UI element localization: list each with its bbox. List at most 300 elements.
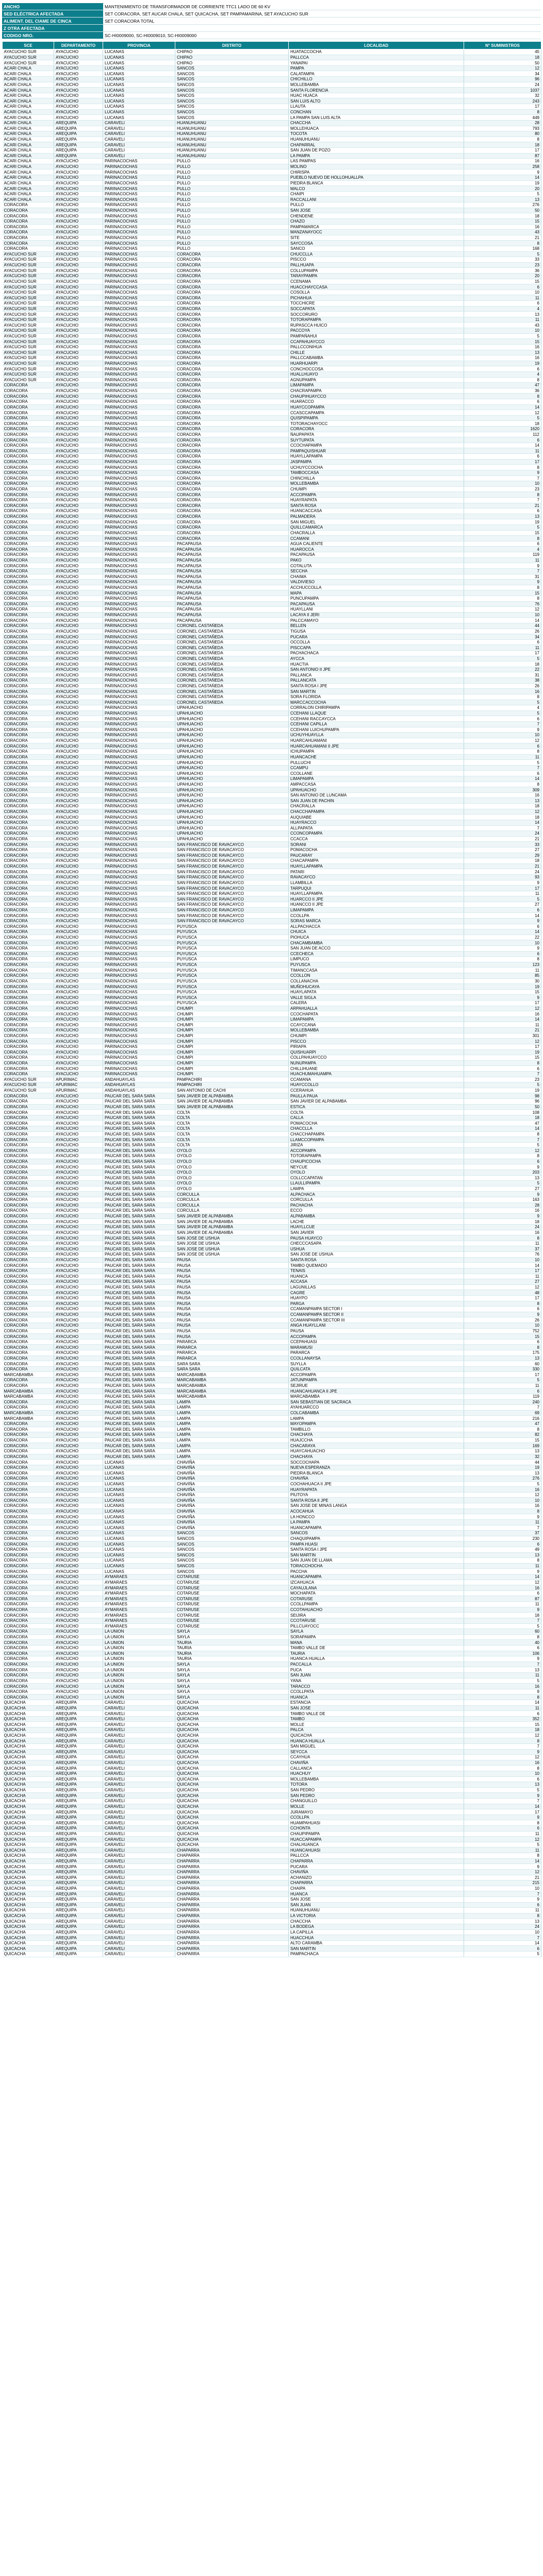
table-cell: CORACORA [3, 1126, 54, 1132]
table-cell: CORACORA [3, 1328, 54, 1334]
table-cell: 50 [464, 208, 541, 213]
table-cell: AYACUCHO [54, 1006, 103, 1011]
table-row [3, 727, 541, 733]
table-row [3, 705, 541, 711]
table-cell: CHAPARRA [175, 1896, 289, 1902]
table-cell: 4 [464, 705, 541, 711]
table-row [3, 1940, 541, 1946]
table-row [3, 590, 541, 596]
table-cell: ACARI CHALA [3, 147, 54, 153]
table-cell: COLTA [175, 1142, 289, 1148]
header-value [103, 25, 541, 32]
table-cell: CORACORA [3, 1536, 54, 1541]
table-cell: 19 [464, 361, 541, 366]
table-row [3, 1662, 541, 1667]
table-cell: CORACORA [3, 863, 54, 869]
table-cell: UPAHUACHO [175, 798, 289, 804]
table-cell: PAUCAR DEL SARA SARA [103, 1432, 175, 1438]
table-cell: PARINACOCHAS [103, 705, 175, 711]
table-cell: 7 [464, 476, 541, 481]
table-cell: AYACUCHO [54, 886, 103, 891]
table-cell: PAUCAR DEL SARA SARA [103, 1192, 175, 1197]
table-cell: PARINACOCHAS [103, 787, 175, 793]
table-cell: AYACUCHO [54, 202, 103, 208]
table-cell: AYACUCHO [54, 1585, 103, 1591]
table-cell: QUICACHA [3, 1793, 54, 1799]
table-cell: COTARUSE [175, 1574, 289, 1580]
table-cell: CORACORA [3, 1558, 54, 1564]
table-cell: CORACORA [175, 465, 289, 470]
table-cell: QUICACHA [289, 1733, 464, 1738]
table-cell: 9 [464, 1213, 541, 1219]
table-cell: PARINACOCHAS [103, 459, 175, 465]
table-cell: CORACORA [3, 733, 54, 738]
table-cell: CORACORA [3, 1613, 54, 1618]
table-cell: AYACUCHO [54, 798, 103, 804]
table-cell: AYACUCHO [54, 743, 103, 749]
table-cell: CHAPARRA [175, 1902, 289, 1908]
table-cell: PAKO [289, 557, 464, 563]
table-cell: 24 [464, 869, 541, 875]
table-row [3, 792, 541, 798]
table-cell: PARINACOCHAS [103, 1039, 175, 1044]
table-cell: 13 [464, 514, 541, 519]
table-cell: 10 [464, 1771, 541, 1776]
table-row [3, 77, 541, 82]
table-cell: 29 [464, 853, 541, 858]
table-cell: 7 [464, 1662, 541, 1667]
table-cell: SAN FRANCISCO DE RAVACAYCO [175, 902, 289, 908]
table-cell: CORACORA [175, 371, 289, 377]
table-cell: 11 [464, 968, 541, 973]
table-cell: LA PAMPA SAN LUIS ALTA [289, 115, 464, 121]
table-cell: ACCASA [289, 1279, 464, 1285]
table-cell: CORACORA [3, 230, 54, 235]
table-cell: 7 [464, 1891, 541, 1897]
table-cell: AYACUCHO [54, 224, 103, 230]
table-cell: CORACORA [3, 421, 54, 427]
table-cell: SAN FRANCISCO DE RAVACAYCO [175, 913, 289, 919]
table-cell: AYACUCHO [54, 809, 103, 815]
table-cell: LA UNION [103, 1662, 175, 1667]
table-cell: UPAHUACHO [175, 760, 289, 766]
header-value: SET CORACORA TOTAL [103, 18, 541, 25]
table-cell: HUARHUARPI [289, 361, 464, 366]
table-cell: PAUCAR DEL SARA SARA [103, 1159, 175, 1164]
table-cell: SANCOS [175, 1563, 289, 1569]
table-cell: 37 [464, 1246, 541, 1252]
table-cell: AYMARAES [103, 1574, 175, 1580]
table-cell: PARINACOCHAS [103, 191, 175, 197]
table-cell: LAMPA [175, 1449, 289, 1454]
table-cell: 1620 [464, 427, 541, 432]
table-cell: 17 [464, 1295, 541, 1301]
table-cell: AYACUCHO [54, 1317, 103, 1323]
table-cell: PARINACOCHAS [103, 771, 175, 776]
table-cell: AYACUCHO [54, 1235, 103, 1241]
table-cell: PARINACOCHAS [103, 645, 175, 651]
table-cell: AREQUIPA [54, 1755, 103, 1760]
table-cell: PUYUSCA [175, 940, 289, 946]
table-cell: ANDAHUAYLAS [103, 1088, 175, 1093]
table-row [3, 1826, 541, 1832]
table-cell: CORACORA [3, 383, 54, 388]
table-row [3, 1443, 541, 1449]
table-row [3, 1279, 541, 1285]
table-cell: CHUMPI [175, 1022, 289, 1028]
table-row [3, 924, 541, 929]
table-cell: AYACUCHO [54, 568, 103, 574]
table-cell: CORACORA [3, 984, 54, 990]
table-cell: AREQUIPA [54, 1831, 103, 1837]
table-cell: SANTA ROSA [289, 1257, 464, 1263]
table-cell: AYACUCHO [54, 847, 103, 853]
table-cell: CORACORA [175, 394, 289, 399]
table-cell: 5 [464, 1378, 541, 1383]
table-cell: PARINACOCHAS [103, 536, 175, 541]
table-cell: 6 [464, 1590, 541, 1596]
table-cell: 14 [464, 443, 541, 448]
table-cell: AYACUCHO [54, 65, 103, 71]
table-cell: TAMBO VALLE DE [289, 1711, 464, 1717]
table-cell: ACARI CHALA [3, 93, 54, 98]
table-row [3, 1317, 541, 1323]
table-cell: PAUCAR DEL SARA SARA [103, 1197, 175, 1202]
table-cell: AYACUCHO [54, 290, 103, 295]
table-cell: CORACORA [3, 1640, 54, 1646]
table-cell: CORACORA [175, 404, 289, 410]
table-cell: 21 [464, 1875, 541, 1880]
table-row [3, 1274, 541, 1279]
table-cell: PAUCAR DEL SARA SARA [103, 1274, 175, 1279]
table-cell: 11 [464, 1848, 541, 1853]
table-row [3, 49, 541, 55]
table-cell: AYACUCHO SUR [3, 350, 54, 355]
table-cell: PARINACOCHAS [103, 935, 175, 940]
table-cell: AYACUCHO [54, 1001, 103, 1006]
table-cell: MARCABAMBA [3, 1416, 54, 1421]
table-cell: PARINACOCHAS [103, 1011, 175, 1017]
table-cell: 44 [464, 623, 541, 629]
table-row [3, 437, 541, 443]
table-cell: 14 [464, 1804, 541, 1809]
table-cell: PAUCAR DEL SARA SARA [103, 1170, 175, 1175]
table-cell: PAUSA [175, 1312, 289, 1317]
table-cell: AYACUCHO [54, 842, 103, 848]
table-cell: CHAIPA [289, 1886, 464, 1891]
table-cell: CHAIMA [289, 574, 464, 580]
table-cell: CORACORA [3, 1284, 54, 1290]
table-cell: CHUMPI [175, 1011, 289, 1017]
table-cell: CORACORA [3, 1312, 54, 1317]
table-cell: COTARUSE [175, 1623, 289, 1629]
table-cell: PAUCAR DEL SARA SARA [103, 1257, 175, 1263]
table-cell: SORA FLORIDA [289, 694, 464, 700]
table-cell: 11 [464, 295, 541, 301]
table-cell: AYACUCHO [54, 710, 103, 716]
table-cell: CORACORA [3, 1022, 54, 1028]
table-cell: CALERA [289, 1001, 464, 1006]
table-cell: ACARI CHALA [3, 186, 54, 192]
table-cell: OYOLO [175, 1159, 289, 1164]
table-cell: HUACHUY [289, 1771, 464, 1776]
table-cell: 8 [464, 1913, 541, 1919]
table-row [3, 1864, 541, 1870]
table-row [3, 1476, 541, 1482]
table-cell: CHAPARRA [175, 1908, 289, 1913]
table-cell: CHUMPI [289, 486, 464, 492]
table-cell: ACARI CHALA [3, 120, 54, 126]
table-cell: CORACORA [175, 388, 289, 394]
table-cell: CORACORA [3, 618, 54, 623]
table-cell: 13 [464, 798, 541, 804]
table-cell: 14 [464, 618, 541, 623]
table-cell: PACAPAUSA [175, 552, 289, 558]
table-cell: 17 [464, 459, 541, 465]
table-cell: 5 [464, 700, 541, 705]
table-cell: AYACUCHO [54, 585, 103, 590]
table-cell: 6 [464, 1307, 541, 1312]
table-cell: 6 [464, 509, 541, 514]
table-cell: PARINACOCHAS [103, 465, 175, 470]
table-cell: 330 [464, 1366, 541, 1372]
table-cell: PACAPAUSA [175, 580, 289, 585]
table-cell: 9 [464, 1793, 541, 1799]
table-cell: PARINACOCHAS [103, 159, 175, 164]
table-cell: CORACORA [3, 585, 54, 590]
table-cell: AYACUCHO [54, 159, 103, 164]
table-cell: AYACUCHO [54, 328, 103, 334]
table-cell: PARINACOCHAS [103, 383, 175, 388]
table-cell: CORACORA [3, 1345, 54, 1350]
table-cell: COTARUSE [175, 1585, 289, 1591]
table-cell: PARINACOCHAS [103, 1001, 175, 1006]
table-cell: CORACORA [3, 1602, 54, 1607]
table-cell: POMACOCHA [289, 1121, 464, 1126]
table-cell: OYOLO [289, 1170, 464, 1175]
table-cell: AYACUCHO [54, 1131, 103, 1137]
table-cell: CORACORA [3, 443, 54, 448]
table-cell: 7 [464, 1137, 541, 1143]
table-cell: AYACUCHO [54, 1645, 103, 1651]
table-cell: PAUCAR DEL SARA SARA [103, 1312, 175, 1317]
table-cell: AYACUCHO [54, 1219, 103, 1225]
table-cell: CORACORA [3, 1115, 54, 1121]
table-cell: SAN JOSE DE USHUA [175, 1235, 289, 1241]
table-cell: LUCANAS [103, 1460, 175, 1465]
table-cell: AYACUCHO [54, 1531, 103, 1536]
table-cell: CORACORA [3, 574, 54, 580]
table-cell: CORACORA [3, 1033, 54, 1039]
table-cell: AYACUCHO [54, 432, 103, 437]
table-cell: CHAVIÑA [175, 1525, 289, 1531]
table-cell: 37 [464, 1531, 541, 1536]
table-cell: SAN JAVIER DE ALPABAMBA [175, 1104, 289, 1110]
table-row [3, 115, 541, 121]
table-cell: CORONEL CASTAÑEDA [175, 667, 289, 672]
table-cell: CARAVELI [103, 1864, 175, 1870]
table-cell: CCONCOPAMPA [289, 831, 464, 837]
table-cell: 12 [464, 1869, 541, 1875]
table-cell: CORACORA [3, 886, 54, 891]
table-cell: PIEDRA BLANCA [289, 1470, 464, 1476]
table-cell: PULLO [175, 230, 289, 235]
table-cell: AYACUCHO [54, 350, 103, 355]
table-cell: ECCO [289, 1208, 464, 1214]
table-row [3, 377, 541, 383]
table-cell: 276 [464, 202, 541, 208]
table-cell: CORACORA [3, 836, 54, 842]
table-cell: 13 [464, 1470, 541, 1476]
table-cell: CARAVELI [103, 1705, 175, 1711]
table-cell: 16 [464, 224, 541, 230]
table-cell: PARINACOCHAS [103, 585, 175, 590]
table-row [3, 754, 541, 760]
table-row [3, 224, 541, 230]
table-cell: SAN JUAN DE ACCO [289, 945, 464, 951]
table-cell: UPAHUACHO [175, 792, 289, 798]
table-cell: LAMPA [175, 1443, 289, 1449]
table-row [3, 689, 541, 694]
table-cell: SAN FRANCISCO DE RAVACAYCO [175, 847, 289, 853]
table-cell: 96 [464, 77, 541, 82]
table-cell: COTARUSE [175, 1580, 289, 1585]
table-cell: 12 [464, 1006, 541, 1011]
table-cell: PACHACHA [289, 1202, 464, 1208]
table-row [3, 164, 541, 170]
table-cell: AYACUCHO [54, 1427, 103, 1432]
table-cell: 8 [464, 1060, 541, 1066]
table-cell: HUANUHUANU [175, 120, 289, 126]
table-cell: CHUICA [289, 929, 464, 935]
table-cell: CORACORA [3, 716, 54, 722]
table-cell: CARAVELI [103, 1755, 175, 1760]
table-cell: 26 [464, 683, 541, 689]
table-cell: AYACUCHO [54, 574, 103, 580]
table-cell: AYACUCHO [54, 1541, 103, 1547]
table-cell: AYACUCHO [54, 623, 103, 629]
table-cell: LA UNION [103, 1634, 175, 1640]
table-cell: AYACUCHO [54, 1345, 103, 1350]
table-cell: AYACUCHO [54, 1104, 103, 1110]
table-cell: CORACORA [3, 623, 54, 629]
table-cell: AYACUCHO [54, 394, 103, 399]
table-cell: AYACUCHO [54, 929, 103, 935]
table-row [3, 820, 541, 825]
table-cell: PAUCAR DEL SARA SARA [103, 1131, 175, 1137]
table-row [3, 1492, 541, 1498]
table-cell: 9 [464, 1864, 541, 1870]
table-cell: 49 [464, 1547, 541, 1552]
table-cell: PARINACOCHAS [103, 1071, 175, 1077]
table-cell: AYACUCHO [54, 863, 103, 869]
table-cell: 17 [464, 1809, 541, 1815]
table-cell: AYACUCHO [54, 388, 103, 394]
table-cell: AYACUCHO [54, 1202, 103, 1208]
table-cell: PARINACOCHAS [103, 1033, 175, 1039]
table-cell: AYACUCHO [54, 694, 103, 700]
table-row [3, 667, 541, 672]
table-cell: 9 [464, 1749, 541, 1755]
table-cell: CHAPARRA [175, 1924, 289, 1930]
table-cell: AREQUIPA [54, 1749, 103, 1755]
table-row [3, 1602, 541, 1607]
table-cell: 243 [464, 98, 541, 104]
table-cell: CARAVELI [103, 1809, 175, 1815]
table-cell: AYACUCHO [54, 98, 103, 104]
table-cell: AYMARAES [103, 1613, 175, 1618]
column-header: PROVINCIA [103, 42, 175, 49]
table-cell: 28 [464, 1202, 541, 1208]
table-cell: CORONEL CASTAÑEDA [175, 629, 289, 634]
table-cell: CORACORA [3, 1011, 54, 1017]
table-cell: CORACORA [3, 1378, 54, 1383]
table-cell: QUICACHA [3, 1766, 54, 1771]
table-cell: CORACORA [3, 497, 54, 503]
table-cell: MOCHAPATA [289, 1590, 464, 1596]
table-cell: AREQUIPA [54, 1913, 103, 1919]
table-cell: CORACORA [3, 1317, 54, 1323]
table-cell: PARINACOCHAS [103, 580, 175, 585]
table-cell: PUYUSCA [175, 973, 289, 978]
table-cell: CARAVELI [103, 1782, 175, 1788]
table-cell: HUARACCO [289, 399, 464, 405]
table-cell: CORACORA [3, 590, 54, 596]
table-cell: PULLO [175, 241, 289, 246]
table-cell: AYACUCHO [54, 672, 103, 678]
table-cell: PARARCA [175, 1350, 289, 1356]
table-cell: ACCHUCCOLLA [289, 585, 464, 590]
table-cell: PARINACOCHAS [103, 230, 175, 235]
table-cell: AYACUCHO [54, 547, 103, 552]
table-cell: PARINACOCHAS [103, 683, 175, 689]
table-cell: LA UNION [103, 1672, 175, 1678]
table-row [3, 371, 541, 377]
table-cell: AYACUCHO [54, 1246, 103, 1252]
table-row [3, 940, 541, 946]
table-row [3, 476, 541, 481]
table-cell: AUQUIABE [289, 815, 464, 820]
table-cell: PUCARA [289, 634, 464, 640]
table-cell: LLAMBILLA [289, 880, 464, 886]
table-row [3, 126, 541, 131]
table-cell: CORACORA [3, 787, 54, 793]
table-cell: 8 [464, 1766, 541, 1771]
table-cell: AREQUIPA [54, 1787, 103, 1793]
table-cell: AREQUIPA [54, 153, 103, 159]
table-row [3, 1596, 541, 1602]
table-row [3, 853, 541, 858]
table-cell: 98 [464, 1093, 541, 1099]
table-cell: CORONEL CASTAÑEDA [175, 700, 289, 705]
table-cell: AYACUCHO [54, 186, 103, 192]
table-cell: 10 [464, 612, 541, 618]
table-cell: LUCANAS [103, 1531, 175, 1536]
table-cell: 7 [464, 1405, 541, 1411]
table-cell: SAN FRANCISCO DE RAVACAYCO [175, 875, 289, 880]
table-cell: PARINACOCHAS [103, 667, 175, 672]
table-cell: LIMAPAMPA [289, 907, 464, 913]
table-row [3, 1263, 541, 1268]
table-cell: AYACUCHO [54, 1547, 103, 1552]
table-cell: CORACORA [3, 842, 54, 848]
table-cell: CORACORA [175, 459, 289, 465]
table-cell: 10 [464, 940, 541, 946]
table-row [3, 902, 541, 908]
table-row [3, 235, 541, 241]
table-cell: CORACORA [3, 509, 54, 514]
table-cell: 9 [464, 1607, 541, 1613]
